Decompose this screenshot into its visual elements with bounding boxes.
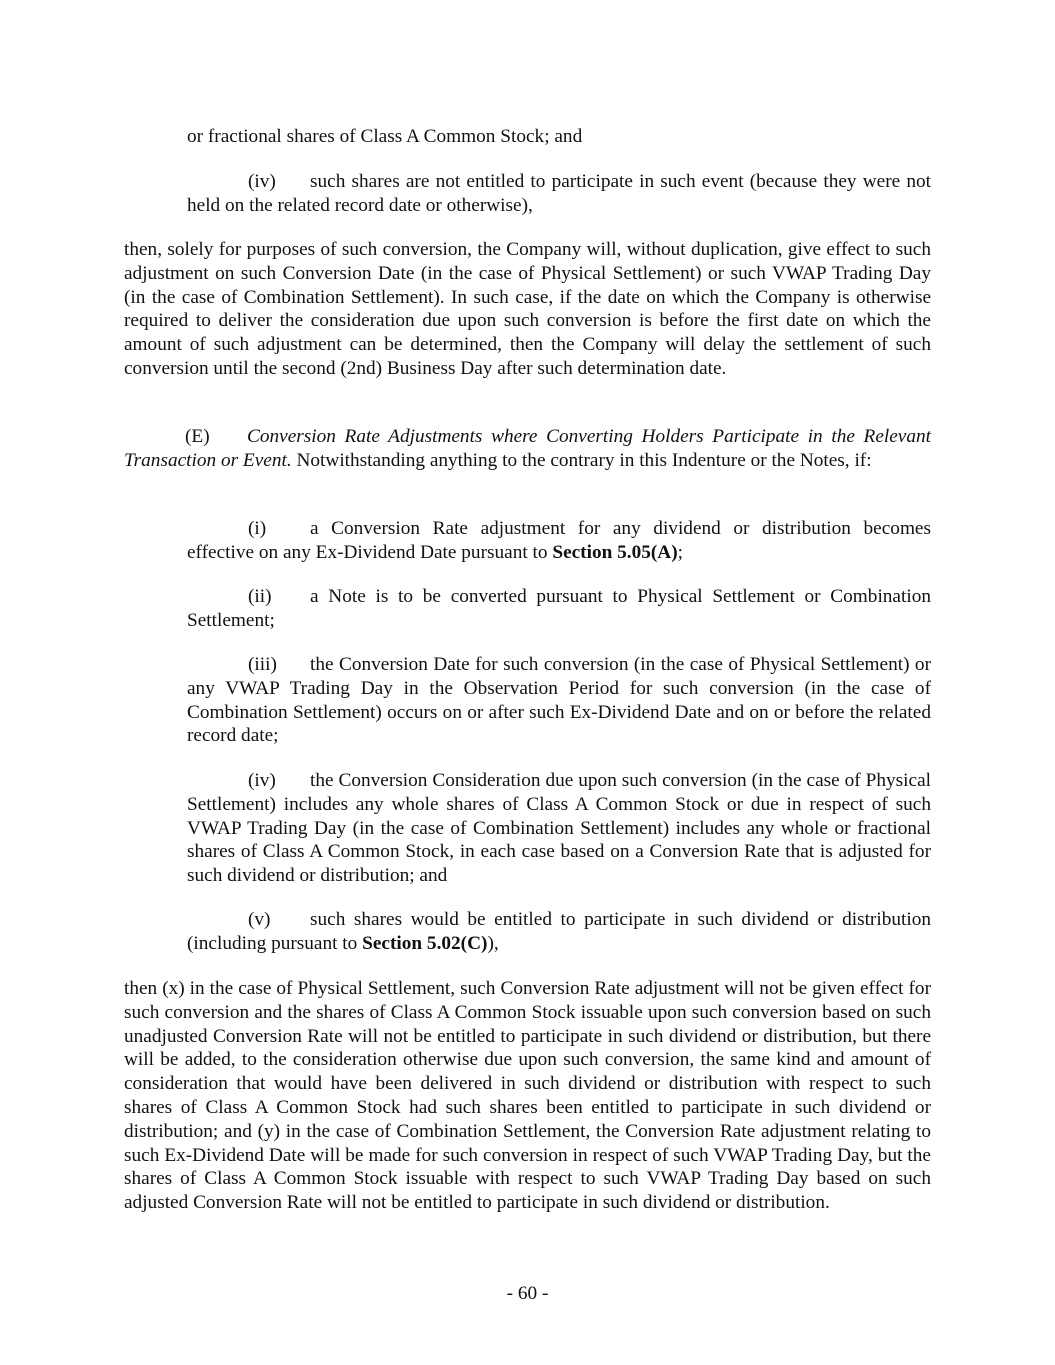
list-item-v (187, 908, 931, 956)
section-reference: Section 5.05(A) (552, 541, 678, 563)
item-number: (i) (248, 518, 267, 539)
final-paragraph: then (x) in the case of Physical Settlement, such Conversion Rate adjustment will not be given effect for such conversion and the shares of Class A Common Stock issuable upon such conversion based on such unadjusted Conversion Rate will not be entitled to participate in such dividend or distribution, but there will be added, to the consideration otherwise due upon such conversion, the same kind and amount of consideration that would have been delivered in such dividend or distribution with respect to such shares of Class A Common Stock had such shares been entitled to participate in such dividend or distribution; and (y) in the case of Combination Settlement, the Conversion Rate adjustment relating to such Ex-Dividend Date will be made for such conversion in respect of such VWAP Trading Day, but the shares of Class A Common Stock issuable with respect to such VWAP Trading Day based on such adjusted Conversion Rate will not be entitled to participate in such dividend or distribution. (124, 978, 931, 1214)
list-item-ii (187, 585, 931, 633)
item-text: such shares would be entitled to participate in such dividend or distribution (including pursuant to (187, 909, 931, 954)
item-text-end: ; (677, 541, 684, 563)
section-number: (E) (185, 426, 210, 447)
list-item-i (187, 517, 931, 565)
item-text-end: ), (487, 932, 499, 954)
item-text: the Conversion Consideration due upon such conversion (in the case of Physical Settlement) includes any whole shares of Class A Common Stock or due in respect of such VWAP Trading Day (in the case of Combination Settlement) includes any whole or fractional shares of Class A Common Stock, in each case based on a Conversion Rate that is adjusted for such dividend or distribution; and (187, 770, 931, 887)
section-title: Conversion Rate Adjustments where Converting Holders Participate in the Relevant Transaction or Event. (124, 426, 931, 471)
item-number: (iv) (248, 171, 276, 192)
continued-line: or fractional shares of Class A Common Stock; and (187, 126, 583, 147)
item-text: such shares are not entitled to participate in such event (because they were not held on the related record date or otherwise), (187, 171, 931, 216)
section-e-paragraph (124, 425, 931, 473)
item-text: a Conversion Rate adjustment for any dividend or distribution becomes effective on any Ex-Dividend Date pursuant to (187, 518, 931, 563)
then-paragraph: then, solely for purposes of such conversion, the Company will, without duplication, give effect to such adjustment on such Conversion Date (in the case of Physical Settlement) or such VWAP Trading Day (in the case of Combination Settlement). In such case, if the date on which the Company is otherwise required to deliver the consideration due upon such conversion is before the first date on which the amount of such adjustment can be determined, then the Company will delay the settlement of such conversion until the second (2nd) Business Day after such determination date. (124, 239, 931, 379)
section-text: Notwithstanding anything to the contrary in this Indenture or the Notes, if: (296, 449, 872, 471)
list-item-iv (187, 769, 931, 888)
page-number: - 60 - (506, 1283, 549, 1304)
list-item-iii (187, 653, 931, 748)
item-number: (iii) (248, 654, 277, 675)
section-reference: Section 5.02(C) (362, 932, 488, 954)
item-number: (ii) (248, 586, 272, 607)
item-number: (iv) (248, 770, 276, 791)
item-number: (v) (248, 909, 271, 930)
list-item-prev-iv (187, 170, 931, 218)
item-text: a Note is to be converted pursuant to Physical Settlement or Combination Settlement; (187, 586, 931, 631)
item-text: the Conversion Date for such conversion (in the case of Physical Settlement) or any VWAP Trading Day in the Observation Period for such conversion (in the case of Combination Settlement) occurs on or after such Ex-Dividend Date and on or before the related record date; (187, 654, 931, 747)
